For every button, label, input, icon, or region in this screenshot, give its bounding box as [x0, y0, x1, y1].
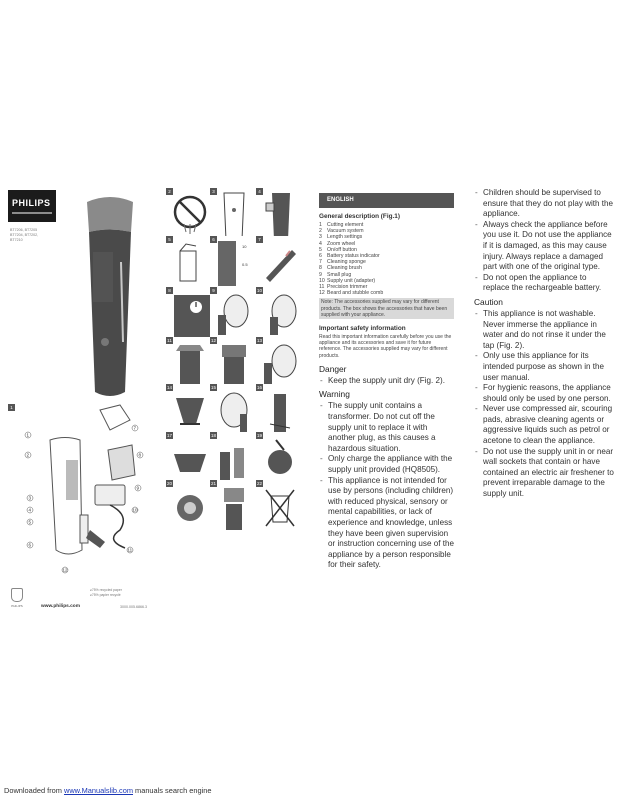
list-item: - This appliance is not intended for use by persons (including children) with reduced physical, sensory or mental capabilities, or lack of experience and knowledge, unless they have been given supervision or instruction concerning use of the appliance by a person responsible for their safety.	[319, 476, 454, 571]
list-item: 10 Supply unit (adapter)	[319, 277, 376, 284]
figure-19	[256, 432, 304, 484]
footer-suffix: manuals search engine	[133, 786, 212, 795]
list-item: - Do not open the appliance to replace the rechargeable battery.	[474, 273, 614, 294]
fig16-illustration	[256, 384, 304, 436]
figure-number: 13	[256, 338, 262, 343]
document-code: 3000.005.6866.3	[120, 605, 147, 609]
figure-number: 14	[166, 385, 172, 390]
figure-5	[166, 236, 214, 288]
fig1-callout-label: 2	[26, 452, 30, 458]
logo-underline	[12, 212, 52, 214]
trimmer-illustration	[75, 192, 145, 402]
figure-7	[256, 236, 304, 288]
list-item: - The supply unit contains a transformer. Do not cut off the supply unit to replace it with another plug, as this causes a hazardous situation.	[319, 401, 454, 454]
fig4-illustration	[256, 188, 304, 240]
figure-4	[256, 188, 304, 240]
figure-9	[210, 287, 258, 339]
figure-11	[166, 337, 214, 389]
fig1-callout-label: 8	[138, 452, 142, 458]
fig1-callout-label: 12	[62, 567, 68, 573]
figure-number: 15	[210, 385, 216, 390]
figure-8	[166, 287, 214, 339]
list-item: - Only use this appliance for its intended purpose as shown in the user manual.	[474, 351, 614, 383]
figure-number: 9	[210, 287, 217, 294]
accessories-note: Note: The accessories supplied may vary for different products. The box shows the accessories that have been supplied with your appliance.	[319, 298, 454, 319]
fig1-comb	[108, 445, 135, 480]
philips-logo	[8, 190, 56, 222]
power-button-icon	[101, 338, 109, 346]
download-footer	[4, 786, 211, 795]
fig1-callout-label: 5	[28, 519, 32, 525]
figure-number: 19	[256, 433, 262, 438]
general-description-heading: General description (Fig.1)	[319, 213, 400, 220]
figure-3	[210, 188, 258, 240]
fig1-sponge	[86, 530, 105, 548]
fig7-illustration	[256, 236, 304, 288]
danger-list	[319, 376, 454, 387]
manualslib-link[interactable]: www.Manualslib.com	[63, 786, 133, 795]
figure-number: 6	[210, 236, 217, 243]
fig1-components-diagram	[20, 400, 150, 580]
figure-18	[210, 432, 258, 484]
face-trimming-illustration	[210, 384, 258, 436]
fig1-callout-label: 3	[28, 495, 32, 501]
recycle-note	[90, 588, 122, 597]
figure-21	[210, 480, 258, 532]
figure-12	[210, 337, 258, 389]
figure-number: 18	[210, 433, 216, 438]
list-item: - Never use compressed air, scouring pads, abrasive cleaning agents or aggressive liquids such as petrol or acetone to clean the appliance.	[474, 404, 614, 446]
small-brand-mark	[10, 588, 24, 608]
figure-10	[256, 287, 304, 339]
fig1-brush	[80, 515, 88, 543]
english-column-2	[474, 188, 614, 500]
trimmer-grip	[93, 252, 113, 302]
figure-20	[166, 480, 214, 532]
figure-14	[166, 384, 214, 436]
figure-number: 8	[166, 287, 173, 294]
model-line: BT7204, BT7202,	[10, 233, 39, 237]
figure-number: 12	[210, 338, 216, 343]
figure-number: 21	[210, 481, 216, 486]
fig21-illustration	[210, 480, 258, 532]
figure-number: 17	[166, 433, 172, 438]
shield-icon	[11, 588, 23, 602]
list-item: 11 Precision trimmer	[319, 284, 368, 291]
fig11-illustration	[166, 337, 214, 389]
recycle-line: ≥75% recycled paper	[90, 588, 122, 592]
model-line: BT7210	[10, 238, 23, 242]
danger-heading: Danger	[319, 363, 347, 374]
figure-number: 5	[166, 236, 173, 243]
list-item: - This appliance is not washable. Never immerse the appliance in water and do not rinse it under the tap (Fig. 2).	[474, 309, 614, 351]
fig1-adapter	[95, 485, 125, 505]
cleaning-illustration	[210, 432, 258, 484]
fig6-illustration	[210, 236, 258, 288]
list-item: 8 Cleaning brush	[319, 265, 362, 272]
footer-prefix: Downloaded from	[4, 786, 64, 795]
fig8-illustration	[166, 287, 214, 339]
figure-number: 4	[256, 188, 263, 195]
list-item: - Only charge the appliance with the supply unit provided (HQ8505).	[319, 454, 454, 475]
figure-16	[256, 384, 304, 436]
figure-6	[210, 236, 258, 288]
warning-heading: Warning	[319, 389, 350, 400]
figure-number: 10	[256, 288, 262, 293]
component-list	[319, 222, 454, 296]
list-item: - For hygienic reasons, the appliance should only be used by one person.	[474, 383, 614, 404]
figure-number: 2	[166, 188, 173, 195]
fig1-callout-label: 4	[28, 507, 32, 513]
important-info-text: Read this important information carefully before you use the appliance and its accessories and save it for future reference. The accessories supplied may vary for different products.	[319, 334, 452, 359]
fig17-illustration	[166, 432, 214, 484]
face-trimming-illustration	[256, 287, 304, 339]
fig1-callout-label: 10	[132, 507, 138, 513]
list-item: 7 Cleaning sponge	[319, 259, 366, 266]
list-item: 4 Zoom wheel	[319, 240, 356, 247]
language-header: ENGLISH	[319, 193, 454, 208]
figure-number: 1	[8, 404, 15, 411]
fig1-callout-label: 1	[26, 432, 30, 438]
figure-number: 11	[167, 338, 172, 343]
list-item: - Do not use the supply unit in or near wall sockets that contain or have contained an electric air freshener to prevent irreparable damage to the supply unit.	[474, 447, 614, 500]
list-item: 3 Length settings	[319, 234, 363, 241]
length-mark: 0.5	[242, 262, 248, 267]
important-info-heading: Important safety information	[319, 325, 406, 333]
warning-list	[319, 401, 454, 571]
list-item: 9 Small plug	[319, 271, 352, 278]
fig19-illustration	[256, 432, 304, 484]
small-brand-name: PHILIPS	[11, 604, 23, 608]
list-item: 6 Battery status indicator	[319, 253, 380, 260]
fig3-illustration	[210, 188, 258, 240]
list-item: 5 On/off button	[319, 246, 357, 253]
list-item: 12 Beard and stubble comb	[319, 290, 384, 297]
figure-15	[210, 384, 258, 436]
fig1-callout-label: 9	[136, 485, 140, 491]
model-line: BT7206, BT7205	[10, 228, 38, 232]
fig1-callout-label: 7	[133, 425, 137, 431]
fig12-illustration	[210, 337, 258, 389]
fig14-illustration	[166, 384, 214, 436]
figure-22	[256, 480, 304, 532]
english-column-1	[319, 193, 454, 571]
brand-name: PHILIPS	[12, 198, 51, 208]
fig5-illustration	[166, 236, 214, 288]
figure-2	[166, 188, 214, 240]
recycle-line: ≥75% papier recyclé	[90, 592, 121, 597]
figure-number: 20	[166, 481, 172, 486]
caution-list	[474, 309, 614, 500]
fig1-cutting-element	[100, 405, 130, 430]
fig1-cord	[110, 505, 125, 548]
list-item: 1 Cutting element	[319, 222, 364, 228]
trimmer-head	[87, 197, 133, 232]
face-trimming-illustration	[210, 287, 258, 339]
figure-number: 7	[256, 236, 263, 243]
weee-bin-icon	[256, 480, 304, 532]
fig1-vacuum-grille	[66, 460, 78, 500]
no-water-icon	[166, 188, 214, 240]
list-item: - Children should be supervised to ensure that they do not play with the appliance.	[474, 188, 614, 220]
list-item: - Always check the appliance before you use it. Do not use the appliance if it is damaged, as this may cause injury. Always replace a damaged part with one of the original type.	[474, 220, 614, 273]
length-mark: 10	[242, 244, 247, 249]
face-trimming-illustration	[256, 337, 304, 389]
warning-list-continued	[474, 188, 614, 294]
website-link[interactable]: www.philips.com	[41, 604, 81, 609]
model-list	[10, 228, 60, 243]
fig20-illustration	[166, 480, 214, 532]
list-item: - Keep the supply unit dry (Fig. 2).	[319, 376, 454, 387]
fig1-callout-label: 11	[127, 547, 133, 553]
caution-heading: Caution	[474, 296, 503, 307]
fig1-callout-label: 6	[28, 542, 32, 548]
figure-number: 3	[210, 188, 217, 195]
figure-number: 22	[256, 481, 262, 486]
figure-17	[166, 432, 214, 484]
figure-13	[256, 337, 304, 389]
list-item: 2 Vacuum system	[319, 228, 364, 235]
figure-number: 16	[256, 385, 262, 390]
